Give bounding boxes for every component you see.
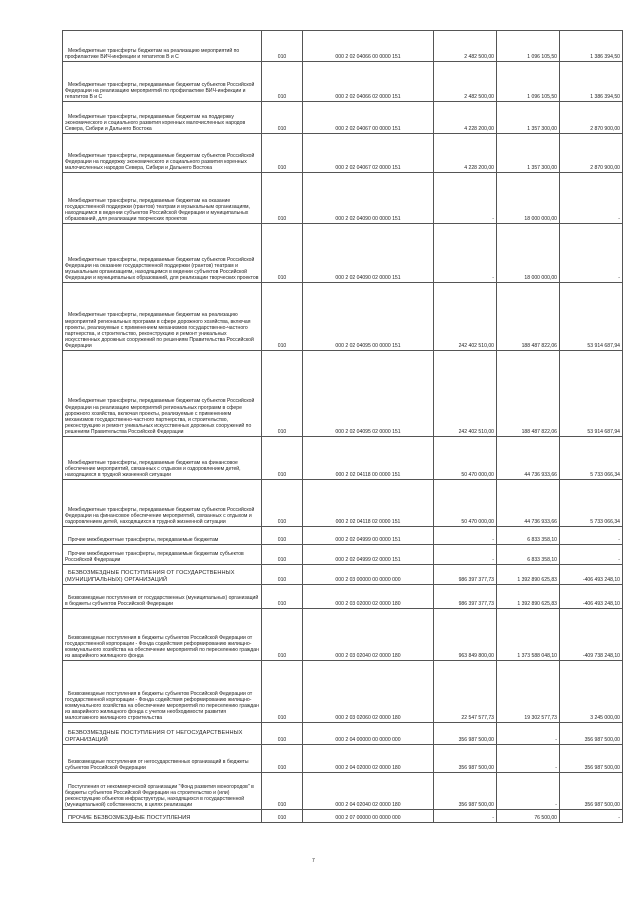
approved-amount-cell: 50 470 000,00 [434, 437, 497, 480]
budget-code-cell: 000 2 02 04066 00 0000 151 [303, 31, 434, 62]
approved-amount-cell: 2 482 500,00 [434, 31, 497, 62]
indicator-name-cell: Прочие межбюджетные трансферты, передаваемые бюджетам субъектов Российской Федерации [63, 545, 262, 565]
line-code-cell: 010 [262, 527, 303, 545]
indicator-name-cell: БЕЗВОЗМЕЗДНЫЕ ПОСТУПЛЕНИЯ ОТ ГОСУДАРСТВЕННЫХ (МУНИЦИПАЛЬНЫХ) ОРГАНИЗАЦИЙ [63, 565, 262, 585]
line-code-cell: 010 [262, 661, 303, 723]
budget-code-cell: 000 2 03 02060 02 0000 180 [303, 661, 434, 723]
indicator-name-cell: Безвозмездные поступления от негосударственных организаций в бюджеты субъектов Российской Федерации [63, 745, 262, 773]
unexecuted-amount-cell: 356 987 500,00 [560, 773, 623, 810]
approved-amount-cell: - [434, 173, 497, 224]
unexecuted-amount-cell: 2 870 900,00 [560, 134, 623, 173]
table-row [63, 31, 623, 62]
table-row [63, 723, 623, 745]
executed-amount-cell: 19 302 577,73 [497, 661, 560, 723]
approved-amount-cell: 986 397 377,73 [434, 565, 497, 585]
executed-amount-cell: 1 392 890 625,83 [497, 585, 560, 609]
unexecuted-amount-cell: 53 914 687,94 [560, 283, 623, 351]
approved-amount-cell: 4 228 200,00 [434, 134, 497, 173]
budget-code-cell: 000 2 02 04999 02 0000 151 [303, 545, 434, 565]
approved-amount-cell: - [434, 545, 497, 565]
executed-amount-cell: 1 357 300,00 [497, 102, 560, 134]
indicator-name-cell: Межбюджетные трансферты, передаваемые бюджетам на финансовое обеспечение мероприятий, связанных с отдыхом и оздоровлением детей, находящихся в трудной жизненной ситуации [63, 437, 262, 480]
table-row [63, 565, 623, 585]
line-code-cell: 010 [262, 437, 303, 480]
budget-code-cell: 000 2 02 04067 02 0000 151 [303, 134, 434, 173]
indicator-name-cell: Межбюджетные трансферты, передаваемые бюджетам субъектов Российской Федерации на поддержку экономического и социального развития коренных малочисленных народов Севера, Сибири и Дальнего Востока [63, 134, 262, 173]
budget-code-cell: 000 2 04 00000 00 0000 000 [303, 723, 434, 745]
executed-amount-cell: - [497, 745, 560, 773]
indicator-name-cell: Межбюджетные трансферты, передаваемые бюджетам субъектов Российской Федерации на финансовое обеспечение мероприятий, связанных с отдыхом и оздоровлением детей, находящихся в трудной жизненной ситуации [63, 480, 262, 527]
budget-code-cell: 000 2 02 04066 02 0000 151 [303, 62, 434, 102]
unexecuted-amount-cell: 356 987 500,00 [560, 745, 623, 773]
table-row [63, 480, 623, 527]
unexecuted-amount-cell: 356 987 500,00 [560, 723, 623, 745]
indicator-name-cell: Межбюджетные трансферты, передаваемые бюджетам субъектов Российской Федерации на реализацию мероприятий по профилактике ВИЧ-инфекции и гепатитов В и С [63, 62, 262, 102]
line-code-cell: 010 [262, 224, 303, 283]
budget-code-cell: 000 2 02 04067 00 0000 151 [303, 102, 434, 134]
budget-code-cell: 000 2 02 04118 02 0000 151 [303, 480, 434, 527]
table-row [63, 773, 623, 810]
approved-amount-cell: 4 228 200,00 [434, 102, 497, 134]
report-sheet [62, 30, 620, 823]
unexecuted-amount-cell: - [560, 173, 623, 224]
approved-amount-cell: - [434, 810, 497, 823]
budget-code-cell: 000 2 02 04090 02 0000 151 [303, 224, 434, 283]
unexecuted-amount-cell: - [560, 810, 623, 823]
indicator-name-cell: Межбюджетные трансферты, передаваемые бюджетам на поддержку экономического и социального развития коренных малочисленных народов Севера, Сибири и Дальнего Востока [63, 102, 262, 134]
table-row [63, 661, 623, 723]
budget-code-cell: 000 2 02 04095 02 0000 151 [303, 351, 434, 437]
unexecuted-amount-cell: - [560, 527, 623, 545]
executed-amount-cell: - [497, 773, 560, 810]
line-code-cell: 010 [262, 723, 303, 745]
executed-amount-cell: - [497, 723, 560, 745]
table-row [63, 102, 623, 134]
approved-amount-cell: 356 987 500,00 [434, 773, 497, 810]
unexecuted-amount-cell: -406 493 248,10 [560, 565, 623, 585]
unexecuted-amount-cell: 53 914 687,94 [560, 351, 623, 437]
table-row [63, 609, 623, 661]
budget-code-cell: 000 2 03 02000 02 0000 180 [303, 585, 434, 609]
budget-code-cell: 000 2 04 02040 02 0000 180 [303, 773, 434, 810]
approved-amount-cell: 242 402 510,00 [434, 351, 497, 437]
unexecuted-amount-cell: - [560, 224, 623, 283]
approved-amount-cell: 356 987 500,00 [434, 745, 497, 773]
table-row [63, 437, 623, 480]
unexecuted-amount-cell: 5 733 066,34 [560, 437, 623, 480]
table-row [63, 134, 623, 173]
executed-amount-cell: 18 000 000,00 [497, 173, 560, 224]
indicator-name-cell: Поступления от некоммерческой организации "Фонд развития моногородов" в бюджеты субъектов Российской Федерации на строительство и (или) реконструкцию объектов инфраструктуры, находящихся в государственной (муниципальной) собственности, в целях реализации [63, 773, 262, 810]
unexecuted-amount-cell: -409 738 248,10 [560, 609, 623, 661]
indicator-name-cell: Безвозмездные поступления в бюджеты субъектов Российской Федерации от государственной корпорации - Фонда содействия реформированию жилищно-коммунального хозяйства на обеспечение мероприятий по переселению граждан из аварийного жилищного фонда с учетом необходимости развития малоэтажного жилищного строительства [63, 661, 262, 723]
approved-amount-cell: 22 547 577,73 [434, 661, 497, 723]
line-code-cell: 010 [262, 31, 303, 62]
executed-amount-cell: 44 736 933,66 [497, 480, 560, 527]
unexecuted-amount-cell: 5 733 066,34 [560, 480, 623, 527]
unexecuted-amount-cell: -406 493 248,10 [560, 585, 623, 609]
executed-amount-cell: 188 487 822,06 [497, 283, 560, 351]
budget-code-cell: 000 2 03 02040 02 0000 180 [303, 609, 434, 661]
indicator-name-cell: ПРОЧИЕ БЕЗВОЗМЕЗДНЫЕ ПОСТУПЛЕНИЯ [63, 810, 262, 823]
executed-amount-cell: 1 373 588 048,10 [497, 609, 560, 661]
executed-amount-cell: 6 833 358,10 [497, 545, 560, 565]
executed-amount-cell: 76 500,00 [497, 810, 560, 823]
table-body [63, 31, 623, 823]
line-code-cell: 010 [262, 351, 303, 437]
line-code-cell: 010 [262, 745, 303, 773]
table-row [63, 224, 623, 283]
approved-amount-cell: 50 470 000,00 [434, 480, 497, 527]
unexecuted-amount-cell: 1 386 394,50 [560, 62, 623, 102]
table-row [63, 283, 623, 351]
unexecuted-amount-cell: 3 245 000,00 [560, 661, 623, 723]
indicator-name-cell: Межбюджетные трансферты, передаваемые бюджетам на реализацию мероприятий региональных программ в сфере дорожного хозяйства, включая проекты, реализуемые с применением механизмов государственно-частного партнерства, и строительство, реконструкцию и ремонт уникальных искусственных дорожных сооружений по решениям Правительства Российской Федерации [63, 283, 262, 351]
table-row [63, 810, 623, 823]
line-code-cell: 010 [262, 545, 303, 565]
indicator-name-cell: Межбюджетные трансферты, передаваемые бюджетам на оказание государственной поддержки (грантов) театрам и музыкальным организациям, находящимся в ведении субъектов Российской Федерации и муниципальных образований, для реализации творческих проектов [63, 173, 262, 224]
budget-code-cell: 000 2 07 00000 00 0000 000 [303, 810, 434, 823]
table-row [63, 545, 623, 565]
line-code-cell: 010 [262, 773, 303, 810]
budget-code-cell: 000 2 02 04118 00 0000 151 [303, 437, 434, 480]
unexecuted-amount-cell: 2 870 900,00 [560, 102, 623, 134]
table-row [63, 173, 623, 224]
indicator-name-cell: Безвозмездные поступления в бюджеты субъектов Российской Федерации от государственной корпорации - Фонда содействия реформированию жилищно-коммунального хозяйства на обеспечение мероприятий по переселению граждан из аварийного жилищного фонда [63, 609, 262, 661]
table-row [63, 62, 623, 102]
line-code-cell: 010 [262, 134, 303, 173]
approved-amount-cell: 356 987 500,00 [434, 723, 497, 745]
indicator-name-cell: Прочие межбюджетные трансферты, передаваемые бюджетам [63, 527, 262, 545]
indicator-name-cell: Межбюджетные трансферты, передаваемые бюджетам субъектов Российской Федерации на оказание государственной поддержки (грантов) театрам и музыкальным организациям, находящимся в ведении субъектов Российской Федерации и муниципальных образований, для реализации творческих проектов [63, 224, 262, 283]
line-code-cell: 010 [262, 283, 303, 351]
unexecuted-amount-cell: - [560, 545, 623, 565]
executed-amount-cell: 1 357 300,00 [497, 134, 560, 173]
approved-amount-cell: 242 402 510,00 [434, 283, 497, 351]
indicator-name-cell: Межбюджетные трансферты бюджетам на реализацию мероприятий по профилактике ВИЧ-инфекции и гепатитов В и С [63, 31, 262, 62]
line-code-cell: 010 [262, 609, 303, 661]
executed-amount-cell: 1 392 890 625,83 [497, 565, 560, 585]
approved-amount-cell: 963 849 800,00 [434, 609, 497, 661]
executed-amount-cell: 1 096 105,50 [497, 62, 560, 102]
line-code-cell: 010 [262, 102, 303, 134]
executed-amount-cell: 1 096 105,50 [497, 31, 560, 62]
table-row [63, 585, 623, 609]
executed-amount-cell: 44 736 933,66 [497, 437, 560, 480]
approved-amount-cell: 986 397 377,73 [434, 585, 497, 609]
approved-amount-cell: - [434, 527, 497, 545]
approved-amount-cell: - [434, 224, 497, 283]
line-code-cell: 010 [262, 480, 303, 527]
budget-code-cell: 000 2 02 04090 00 0000 151 [303, 173, 434, 224]
page-number: 7 [312, 858, 315, 864]
line-code-cell: 010 [262, 173, 303, 224]
line-code-cell: 010 [262, 585, 303, 609]
table-row [63, 351, 623, 437]
line-code-cell: 010 [262, 565, 303, 585]
indicator-name-cell: Межбюджетные трансферты, передаваемые бюджетам субъектов Российской Федерации на реализацию мероприятий региональных программ в сфере дорожного хозяйства, включая проекты, реализуемые с применением механизмов государственно-частного партнерства, и строительство, реконструкцию и ремонт уникальных искусственных дорожных сооружений по решениям Правительства Российской Федерации [63, 351, 262, 437]
indicator-name-cell: БЕЗВОЗМЕЗДНЫЕ ПОСТУПЛЕНИЯ ОТ НЕГОСУДАРСТВЕННЫХ ОРГАНИЗАЦИЙ [63, 723, 262, 745]
indicator-name-cell: Безвозмездные поступления от государственных (муниципальных) организаций в бюджеты субъектов Российской Федерации [63, 585, 262, 609]
line-code-cell: 010 [262, 62, 303, 102]
table-row [63, 527, 623, 545]
unexecuted-amount-cell: 1 386 394,50 [560, 31, 623, 62]
executed-amount-cell: 188 487 822,06 [497, 351, 560, 437]
budget-code-cell: 000 2 03 00000 00 0000 000 [303, 565, 434, 585]
executed-amount-cell: 6 833 358,10 [497, 527, 560, 545]
executed-amount-cell: 18 000 000,00 [497, 224, 560, 283]
budget-code-cell: 000 2 02 04999 00 0000 151 [303, 527, 434, 545]
revenue-table [62, 30, 623, 823]
approved-amount-cell: 2 482 500,00 [434, 62, 497, 102]
line-code-cell: 010 [262, 810, 303, 823]
budget-code-cell: 000 2 02 04095 00 0000 151 [303, 283, 434, 351]
table-row [63, 745, 623, 773]
budget-code-cell: 000 2 04 02000 02 0000 180 [303, 745, 434, 773]
